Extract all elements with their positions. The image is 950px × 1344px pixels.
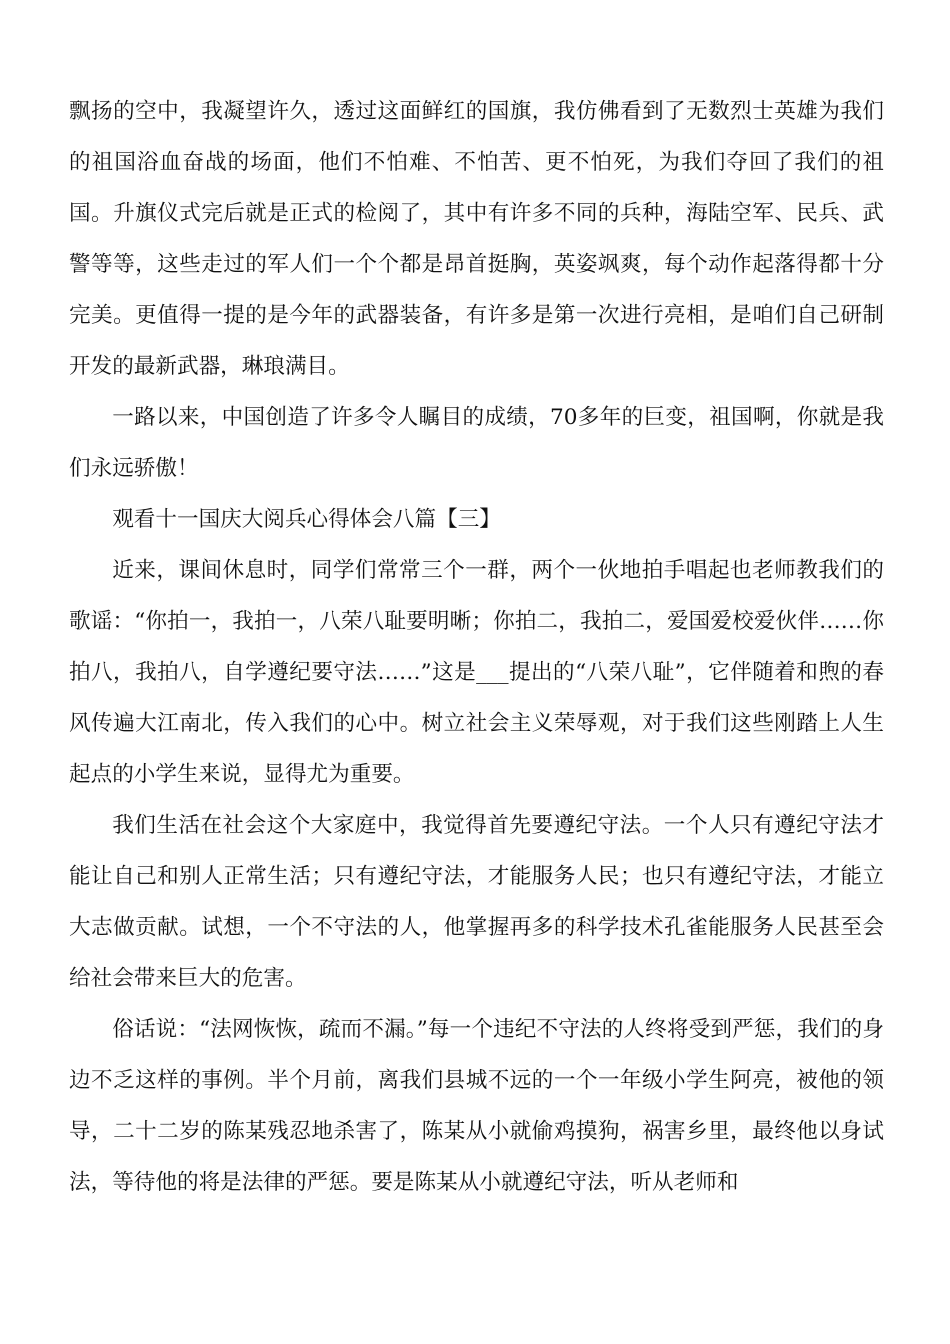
paragraph: 一路以来，中国创造了许多令人瞩目的成绩，70多年的巨变，祖国啊，你就是我们永远骄傲！ xyxy=(69,405,884,481)
paragraph-continuation: 飘扬的空中，我凝望许久，透过这面鲜红的国旗，我仿佛看到了无数烈士英雄为我们的祖国浴血奋战的场面，他们不怕难、不怕苦、更不怕死，为我们夺回了我们的祖国。升旗仪式完后就是正式的检阅了，其中有许多不同的兵种，海陆空军、民兵、武警等等，这些走过的军人们一个个都是昂首挺胸，英姿飒爽，每个动作起落得都十分完美。更值得一提的是今年的武器装备，有许多是第一次进行亮相，是咱们自己研制开发的最新武器，琳琅满目。 xyxy=(69,99,884,379)
section-heading: 观看十一国庆大阅兵心得体会八篇【三】 xyxy=(112,507,501,532)
paragraph: 俗话说：“法网恢恢，疏而不漏。”每一个违纪不守法的人终将受到严惩，我们的身边不乏这样的事例。半个月前，离我们县城不远的一个一年级小学生阿亮，被他的领导，二十二岁的陈某残忍地杀害了，陈某从小就偷鸡摸狗，祸害乡里，最终他以身试法，等待他的将是法律的严惩。要是陈某从小就遵纪守法，听从老师和 xyxy=(69,1017,884,1195)
document-body xyxy=(69,86,884,1208)
paragraph: 我们生活在社会这个大家庭中，我觉得首先要遵纪守法。一个人只有遵纪守法才能让自己和别人正常生活；只有遵纪守法，才能服务人民；也只有遵纪守法，才能立大志做贡献。试想，一个不守法的人，他掌握再多的科学技术孔雀能服务人民甚至会给社会带来巨大的危害。 xyxy=(69,813,884,991)
paragraph: 近来，课间休息时，同学们常常三个一群，两个一伙地拍手唱起也老师教我们的歌谣：“你拍一，我拍一，八荣八耻要明晰；你拍二，我拍二，爱国爱校爱伙伴……你拍八，我拍八，自学遵纪要守法……”这是___提出的“八荣八耻”，它伴随着和煦的春风传遍大江南北，传入我们的心中。树立社会主义荣辱观，对于我们这些刚踏上人生起点的小学生来说，显得尤为重要。 xyxy=(69,558,884,787)
